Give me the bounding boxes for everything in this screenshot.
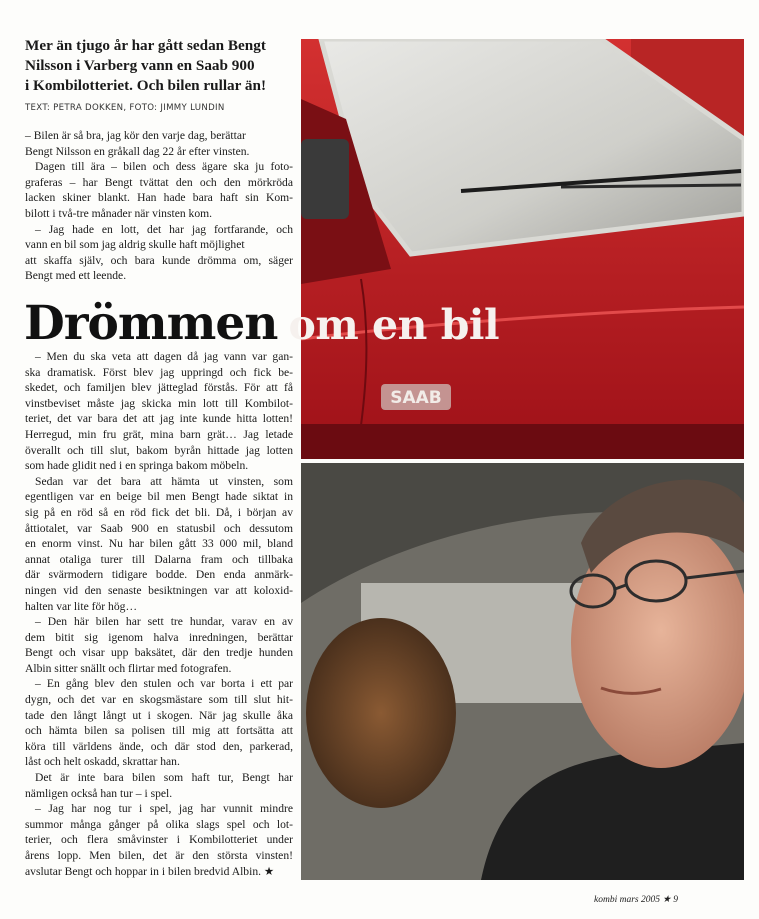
- headline-light: om en bil: [288, 301, 500, 349]
- ingress-line: i Kombilotteriet. Och bilen rullar än!: [25, 77, 267, 94]
- body-line: vinstbeviset måste jag skicka min lott till Kombilot-: [25, 396, 293, 410]
- body-line: köra till världens ände, och där stod den, parkerad,: [25, 739, 293, 753]
- body-line: där svärmodern tidigare bodde. Den enda anmärk-: [25, 568, 293, 582]
- body-line: lacken skiner blankt. Han hade bara haft sin Kom-: [25, 191, 293, 205]
- ingress-line: Nilsson i Varberg vann en Saab 900: [25, 57, 255, 74]
- body-line: Bengt med ett leende.: [25, 269, 127, 283]
- body-line: att skaffa själv, och bara kunde drömma om, säger: [25, 253, 293, 267]
- body-line: Bengt och visar upp baksätet, där den tredje hunden: [25, 646, 293, 660]
- body-line: sig på en röd så en röd fick det bli. Då, i början av: [25, 505, 293, 519]
- ingress-line: Mer än tjugo år har gått sedan Bengt: [25, 37, 266, 54]
- body-line: Albin sitter snällt och flirtar med fotografen.: [25, 661, 232, 675]
- car-photo: [301, 39, 744, 459]
- body-line: avslutar Bengt och hoppar in i bilen bredvid Albin. ★: [25, 864, 275, 878]
- body-line: och hämta bilen sa polisen till mig att fortsätta att: [25, 724, 293, 738]
- body-line: åttiotalet, var Saab 900 en statusbil och dessutom: [25, 521, 293, 535]
- body-line: ningen vid den senaste besiktningen var att koloxid-: [25, 583, 293, 597]
- body-line: halten var lite för hög…: [25, 599, 138, 613]
- driver-photo-illustration: [301, 463, 744, 880]
- body-line: dygn, och det var en skogsmästare som till slut hit-: [25, 693, 293, 707]
- body-line: egentligen var en beige bil men Bengt hade siktat in: [25, 490, 293, 504]
- page-footer: kombi mars 2005 ★ 9: [594, 895, 678, 905]
- body-line: bilott i två-tre månader när vinsten kom.: [25, 206, 213, 220]
- body-line: Det är inte bara bilen som haft tur, Bengt har: [35, 771, 293, 785]
- body-line: annat otaliga turer till Dalarna fram och tillbaka: [25, 552, 293, 566]
- body-line: – Jag hade en lott, det har jag fortfarande, och: [35, 222, 293, 236]
- body-line: ska dramatisk. Först blev jag uppringd och fick be-: [25, 365, 293, 379]
- byline: TEXT: PETRA DOKKEN, FOTO: JIMMY LUNDIN: [25, 103, 225, 113]
- body-line: – En gång blev den stulen och var borta i ett par: [35, 677, 293, 691]
- body-line: överallt och till slut, bakom byrån hittade jag lotten: [25, 443, 293, 457]
- headline-dark: Drömmen: [24, 296, 278, 351]
- headline: [24, 296, 499, 356]
- driver-photo: [301, 463, 744, 880]
- body-line: som hade glidit ned i en springa bakom möbeln.: [25, 459, 249, 473]
- body-column-top: [25, 128, 293, 284]
- body-line: årens lopp. Men bilen, det är den största vinsten!: [25, 849, 293, 862]
- body-line: låst och helt oskadd, skrattar han.: [25, 755, 180, 769]
- body-line: – Bilen är så bra, jag kör den varje dag, berättar: [25, 129, 246, 142]
- body-line: teriet, det var bara det att jag inte kunde hitta lotten!: [25, 412, 293, 426]
- body-line: skedet, och familjen blev jätteglad förstås. För att få: [25, 381, 293, 395]
- ingress: [25, 36, 295, 96]
- car-photo-illustration: [301, 39, 744, 459]
- body-line: Bengt Nilsson en gråkall dag 22 år efter vinsten.: [25, 144, 250, 158]
- body-line: en enorm vinst. Nu har bilen gått 33 000 mil, bland: [25, 537, 293, 551]
- body-line: Dagen till ära – bilen och dess ägare ska ju foto-: [35, 160, 293, 174]
- body-line: summor många gånger på olika slags spel och lot-: [25, 817, 293, 831]
- body-line: graferas – har Bengt tvättat den och den mörkröda: [25, 175, 293, 189]
- body-line: nämligen också han tur – i spel.: [25, 786, 173, 800]
- body-line: tade den långt långt ut i skogen. När jag skulle åka: [25, 708, 293, 722]
- body-column-main: [25, 349, 293, 879]
- body-line: Herregud, min fru grät, mina barn grät… Jag letade: [25, 427, 293, 441]
- body-line: – Den här bilen har sett tre hundar, varav en av: [35, 615, 293, 629]
- body-line: – Jag har nog tur i spel, jag har vunnit mindre: [35, 802, 293, 816]
- body-line: – Men du ska veta att dagen då jag vann var gan-: [35, 350, 293, 363]
- body-line: Sedan var det bara att hämta ut vinsten, som: [35, 474, 293, 488]
- body-line: vann en bil som jag aldrig skulle haft möjlighet: [25, 238, 245, 252]
- saab-badge: SAAB: [390, 388, 442, 408]
- body-line: terier, och flera småvinster i Kombilotteriet under: [25, 833, 293, 847]
- body-line: dem bitit sig igenom halva inredningen, berättar: [25, 630, 293, 644]
